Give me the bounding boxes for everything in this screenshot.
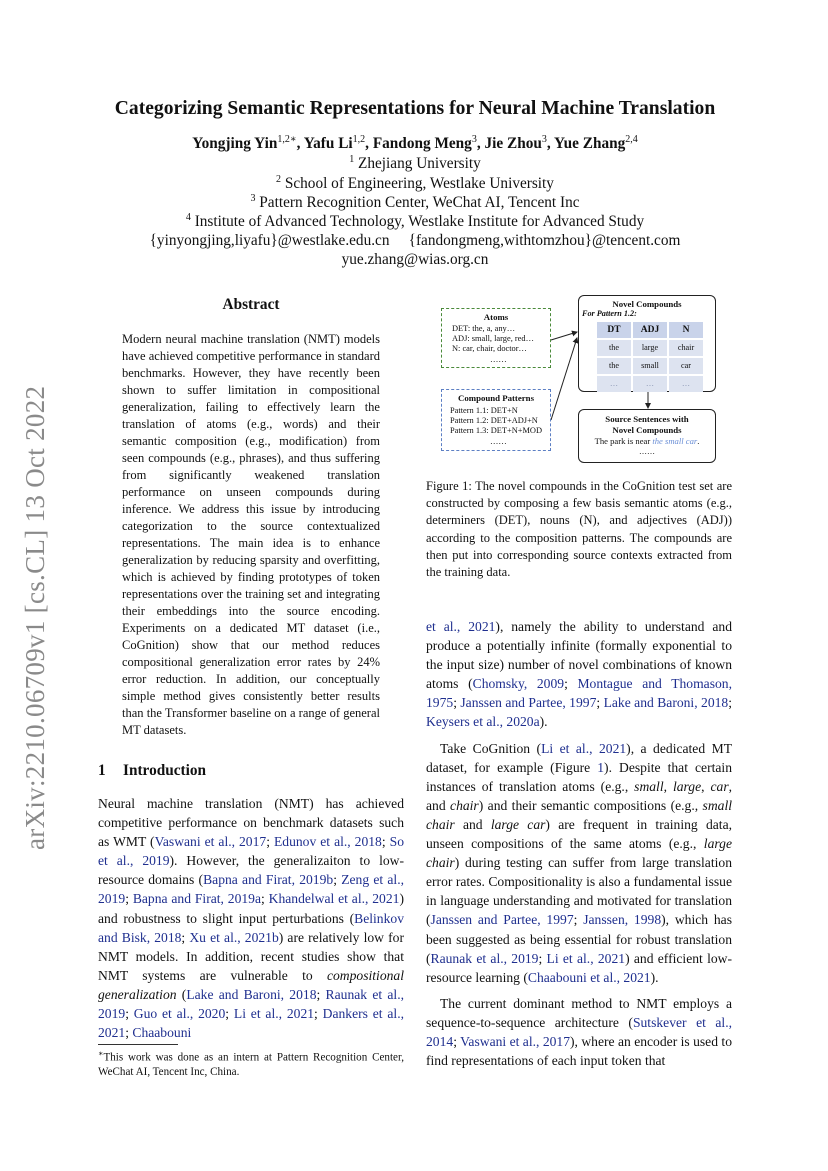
novel-subtitle: For Pattern 1.2: [582,309,637,318]
atom-line: ADJ: small, large, red… [452,334,534,344]
atom-line: …… [490,354,507,364]
email-line: yue.zhang@wias.org.cn [341,251,489,268]
affiliation: $^1$ Zhejiang University [349,154,481,173]
abstract-heading: Abstract [222,296,280,313]
intro-continued: et al., 2021), namely the ability to understand and produce a potentially infinite (formally exponential to the input size) number of novel combinations of known atoms (Chomsky, 2009; Montague and Thomason, 1975; Janssen and Partee, 1997; Lake and Baroni, 2018; Keysers et al., 2020a). Take CoGnition (Li et al., 2021), a dedicated MT dataset, for example (Figure 1). Despite that certain instances of translation atoms (e.g., small, large, car, and chair) and their semantic compositions (e.g., small chair and large car) are frequent in training data, unseen compositions of the same atoms (e.g., large chair) during testing can suffer from large translation error rates. Compositionality is also a fundamental issue in language understanding and motivated for translation (Janssen and Partee, 1997; Janssen, 1998), which has been suggested as being essential for robust translation (Raunak et al., 2019; Li et al., 2021) and efficient low-resource learning (Chaabouni et al., 2021). The current dominant method to NMT employs a sequence-to-sequence architecture (Sutskever et al., 2014; Vaswani et al., 2017), where an encoder is used to find representations of each input token that [426,619,733,1069]
atom-line: DET: the, a, any… [452,324,516,333]
pattern-line: Pattern 1.1: DET+N [450,406,518,415]
section-heading: 1 Introduction [98,762,207,779]
author-name: Yue Zhang [553,135,626,153]
author-affil-mark: 2,4 [625,134,638,145]
intro-paragraph: Neural machine translation (NMT) has achieved competitive performance on benchmark datasets such as WMT (Vaswani et al., 2017; Edunov et al., 2018; So et al., 2019). However, the generalizaiton to low-resource domains (Bapna and Firat, 2019b; Zeng et al., 2019; Bapna and Firat, 2019a; Khandelwal et al., 2021) and robustness to slight input perturbations (Belinkov and Bisk, 2018; Xu et al., 2021b) are relatively low for NMT models. In addition, recent studies show that NMT systems are vulnerable to compositional generalization (Lake and Baroni, 2018; Raunak et al., 2019; Guo et al., 2020; Li et al., 2021; Dankers et al., 2021; Chaabouni [98,796,405,1041]
pattern-line: Pattern 1.2: DET+ADJ+N [450,416,538,426]
source-title: Novel Compounds [612,425,682,435]
author-affil-mark: 3 [541,134,547,145]
grid-header: N [669,322,703,338]
grid-cell: … [597,376,631,392]
paper-title: Categorizing Semantic Representations for Neural Machine Translation [114,98,716,119]
grid-cell: the [597,340,631,356]
author-name: Yafu Li [303,135,353,153]
source-title: Source Sentences with [605,414,689,424]
email-line: {yinyongjing,liyafu}@westlake.edu.cn {fandongmeng,withtomzhou}@tencent.com [149,232,681,249]
compound-grid [596,321,704,393]
grid-cell: the [597,358,631,374]
author-name: Yongjing Yin [192,135,278,153]
grid-cell: … [633,376,667,392]
affiliation: $^3$ Pattern Recognition Center, WeChat AI, Tencent Inc [250,193,580,212]
grid-cell: small [633,358,667,374]
grid-cell: … [669,376,703,392]
author-list: Yongjing Yin$^{1,2∗}$, Yafu Li$^{1,2}$, Fandong Meng$^3$, Jie Zhou$^3$, Yue Zhang$^{2,4}$ [192,134,638,153]
author-name: Fandong Meng [372,135,472,153]
pattern-line: …… [490,436,507,446]
author-affil-mark: 1,2 [352,134,366,145]
patterns-title: Compound Patterns [457,393,534,403]
atoms-box [441,308,551,368]
novel-title: Novel Compounds [612,299,682,309]
author-affil-mark: 3 [471,134,477,145]
atom-line: N: car, chair, doctor… [452,344,527,354]
footnote: ∗This work was done as an intern at Pattern Recognition Center, WeChat AI, Tencent Inc, China. [98,1049,404,1079]
grid-cell: chair [669,340,703,356]
author-affil-mark: 1,2∗ [277,134,297,145]
figure-1 [426,292,732,467]
grid-cell: large [633,340,667,356]
atoms-title: Atoms [483,312,509,322]
source-sentence: The park is near the small car. [594,436,700,446]
grid-header: ADJ [633,322,667,338]
affiliation: $^2$ School of Engineering, Westlake University [276,174,554,193]
grid-header: DT [597,322,631,338]
arxiv-stamp: arXiv:2210.06709v1 [cs.CL] 13 Oct 2022 [20,385,50,850]
source-sentences-box: Source Sentences with Novel Compounds The park is near the small car. …… [578,409,716,463]
patterns-box [441,389,551,451]
grid-cell: car [669,358,703,374]
affiliation: $^4$ Institute of Advanced Technology, Westlake Institute for Advanced Study [185,212,645,231]
figure-caption: Figure 1: The novel compounds in the CoGnition test set are constructed by composing a few basis semantic atoms (e.g., determiners (DET), nouns (N), and adjectives (ADJ)) according to the composition patterns. The compounds are then put into corresponding source contexts extracted from the training data. [426,479,732,580]
footnote-rule [98,1044,178,1045]
author-name: Jie Zhou [484,135,542,153]
abstract-text: Modern neural machine translation (NMT) models have achieved competitive performance in standard benchmarks. However, they have recently been shown to suffer limitation in compositional generalization, failing to effectively learn the translation of atoms (e.g., words) and their semantic composition (e.g., modification) from seen compounds (e.g., phrases), and thus suffering from significantly weakened translation performance on unseen compounds during inference. We address this issue by introducing categorization to the source contextualized representations. The main idea is to enhance generalization by reducing sparsity and overfitting, which is achieved by finding prototypes of token representations over the training set and integrating their embeddings into the source encoding. Experiments on a dedicated MT dataset (i.e., CoGnition) show that our method reduces compositional generalization error rates by 24% error reduction. In addition, our conceptually simple method gives consistently better results than the Transformer baseline on a range of general MT datasets. [122,332,380,737]
pattern-line: Pattern 1.3: DET+N+MOD [450,426,543,436]
